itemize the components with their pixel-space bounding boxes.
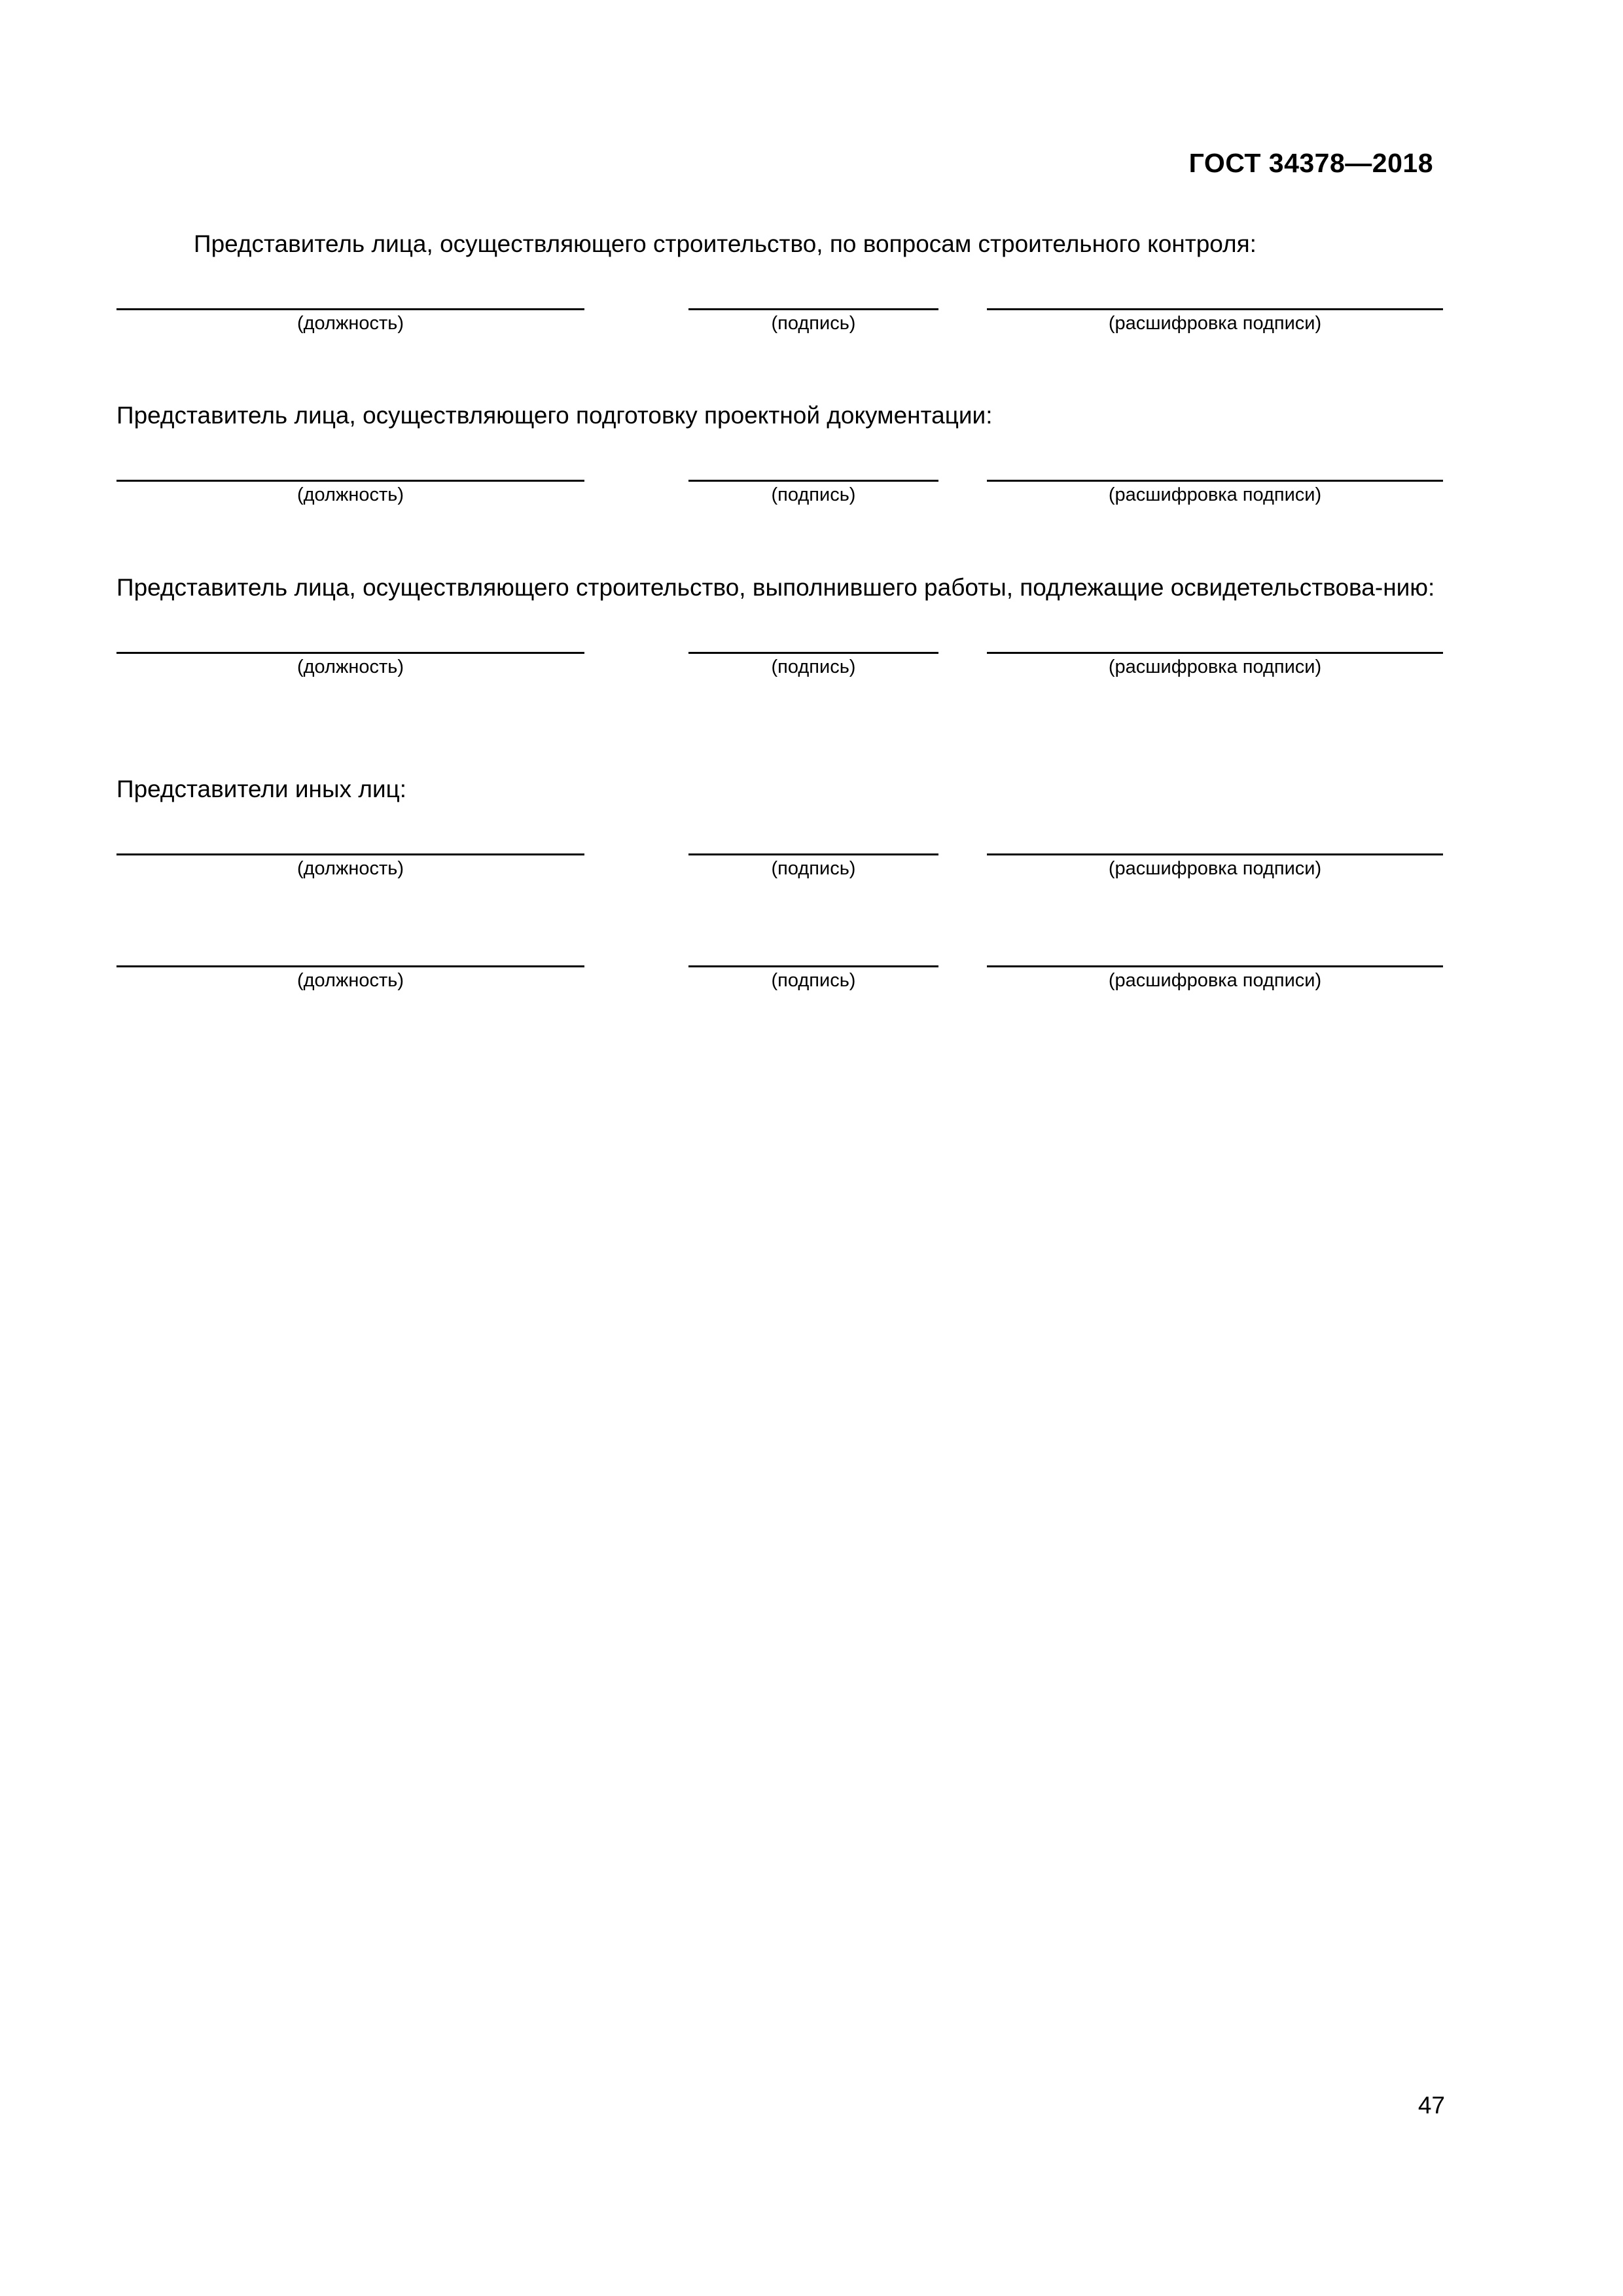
signature-decoding-field: (расшифровка подписи) xyxy=(987,853,1443,880)
page-number: 47 xyxy=(1418,2092,1445,2119)
section-title: Представитель лица, осуществляющего строительство, выполнившего работы, подлежащие освидетельствова-нию: xyxy=(116,574,1435,601)
signature-field: (подпись) xyxy=(688,308,938,335)
position-field: (должность) xyxy=(116,480,584,507)
section-title: Представители иных лиц: xyxy=(116,776,407,802)
signature-block-works-performer xyxy=(116,573,1448,691)
signature-row xyxy=(116,965,1448,1005)
position-field: (должность) xyxy=(116,652,584,679)
position-field: (должность) xyxy=(116,853,584,880)
document-code: ГОСТ 34378—2018 xyxy=(1188,148,1433,178)
signature-field: (подпись) xyxy=(688,965,938,992)
signature-block-other-persons xyxy=(116,774,1448,1005)
signature-field: (подпись) xyxy=(688,480,938,507)
signature-row xyxy=(116,480,1448,519)
signature-decoding-field: (расшифровка подписи) xyxy=(987,480,1443,507)
signature-field: (подпись) xyxy=(688,652,938,679)
signature-row xyxy=(116,308,1448,348)
position-field: (должность) xyxy=(116,308,584,335)
signature-decoding-field: (расшифровка подписи) xyxy=(987,965,1443,992)
signature-decoding-field: (расшифровка подписи) xyxy=(987,652,1443,679)
section-title: Представитель лица, осуществляющего подготовку проектной документации: xyxy=(116,402,993,429)
signature-row xyxy=(116,652,1448,691)
signature-field: (подпись) xyxy=(688,853,938,880)
signature-block-construction-control xyxy=(116,229,1448,348)
signature-row xyxy=(116,853,1448,893)
section-title: Представитель лица, осуществляющего строительство, по вопросам строительного контроля: xyxy=(194,230,1257,257)
position-field: (должность) xyxy=(116,965,584,992)
signature-block-design-documentation xyxy=(116,401,1448,519)
signature-decoding-field: (расшифровка подписи) xyxy=(987,308,1443,335)
